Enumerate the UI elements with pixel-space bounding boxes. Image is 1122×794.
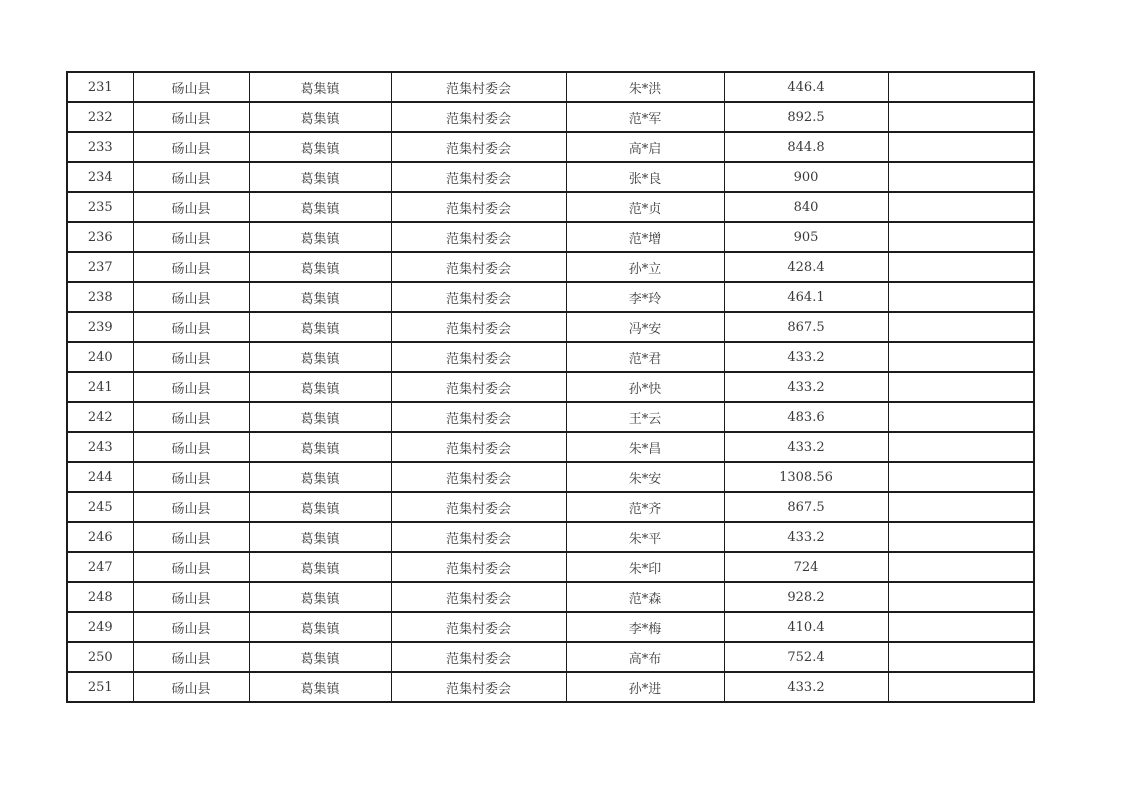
cell-note [888,222,1034,252]
cell-name: 孙*进 [566,672,724,702]
cell-county: 砀山县 [133,72,249,102]
cell-name: 范*贞 [566,192,724,222]
cell-county: 砀山县 [133,432,249,462]
cell-index: 234 [67,162,133,192]
cell-amount: 464.1 [724,282,888,312]
cell-name: 李*梅 [566,612,724,642]
cell-village: 范集村委会 [391,522,566,552]
cell-amount: 428.4 [724,252,888,282]
cell-amount: 905 [724,222,888,252]
cell-note [888,432,1034,462]
cell-index: 251 [67,672,133,702]
cell-index: 236 [67,222,133,252]
cell-town: 葛集镇 [249,72,391,102]
table-row [67,552,1034,582]
table-row [67,582,1034,612]
cell-county: 砀山县 [133,132,249,162]
cell-note [888,522,1034,552]
cell-village: 范集村委会 [391,642,566,672]
cell-town: 葛集镇 [249,252,391,282]
cell-village: 范集村委会 [391,552,566,582]
cell-amount: 433.2 [724,672,888,702]
cell-name: 朱*平 [566,522,724,552]
cell-amount: 433.2 [724,432,888,462]
table-row [67,672,1034,702]
cell-village: 范集村委会 [391,132,566,162]
cell-index: 240 [67,342,133,372]
cell-name: 王*云 [566,402,724,432]
cell-name: 朱*安 [566,462,724,492]
cell-county: 砀山县 [133,192,249,222]
cell-index: 249 [67,612,133,642]
cell-county: 砀山县 [133,462,249,492]
cell-name: 范*齐 [566,492,724,522]
cell-county: 砀山县 [133,372,249,402]
cell-town: 葛集镇 [249,162,391,192]
cell-village: 范集村委会 [391,282,566,312]
cell-amount: 433.2 [724,342,888,372]
subsidy-table [66,71,1035,703]
cell-town: 葛集镇 [249,462,391,492]
cell-name: 朱*印 [566,552,724,582]
cell-amount: 892.5 [724,102,888,132]
cell-note [888,102,1034,132]
cell-town: 葛集镇 [249,582,391,612]
cell-amount: 867.5 [724,312,888,342]
cell-note [888,192,1034,222]
cell-county: 砀山县 [133,672,249,702]
cell-note [888,162,1034,192]
cell-name: 朱*昌 [566,432,724,462]
cell-town: 葛集镇 [249,342,391,372]
cell-amount: 446.4 [724,72,888,102]
table-row [67,72,1034,102]
table-row [67,162,1034,192]
cell-county: 砀山县 [133,162,249,192]
cell-village: 范集村委会 [391,612,566,642]
cell-note [888,252,1034,282]
cell-index: 245 [67,492,133,522]
cell-note [888,672,1034,702]
cell-village: 范集村委会 [391,72,566,102]
cell-note [888,582,1034,612]
cell-village: 范集村委会 [391,312,566,342]
cell-town: 葛集镇 [249,492,391,522]
cell-town: 葛集镇 [249,522,391,552]
cell-village: 范集村委会 [391,432,566,462]
cell-amount: 433.2 [724,522,888,552]
cell-town: 葛集镇 [249,132,391,162]
cell-amount: 1308.56 [724,462,888,492]
cell-name: 高*布 [566,642,724,672]
cell-name: 朱*洪 [566,72,724,102]
cell-town: 葛集镇 [249,432,391,462]
cell-village: 范集村委会 [391,582,566,612]
cell-name: 范*军 [566,102,724,132]
cell-village: 范集村委会 [391,492,566,522]
table-row [67,432,1034,462]
table-row [67,252,1034,282]
cell-county: 砀山县 [133,312,249,342]
cell-index: 241 [67,372,133,402]
cell-index: 247 [67,552,133,582]
cell-amount: 844.8 [724,132,888,162]
cell-name: 孙*立 [566,252,724,282]
cell-village: 范集村委会 [391,342,566,372]
cell-name: 范*增 [566,222,724,252]
cell-note [888,342,1034,372]
cell-town: 葛集镇 [249,402,391,432]
table-row [67,312,1034,342]
table-row [67,342,1034,372]
cell-index: 239 [67,312,133,342]
cell-index: 233 [67,132,133,162]
cell-name: 范*君 [566,342,724,372]
cell-town: 葛集镇 [249,312,391,342]
cell-county: 砀山县 [133,342,249,372]
cell-amount: 410.4 [724,612,888,642]
cell-index: 246 [67,522,133,552]
table-row [67,102,1034,132]
table-row [67,402,1034,432]
cell-county: 砀山县 [133,252,249,282]
cell-town: 葛集镇 [249,372,391,402]
cell-town: 葛集镇 [249,282,391,312]
cell-amount: 724 [724,552,888,582]
cell-amount: 483.6 [724,402,888,432]
cell-county: 砀山县 [133,492,249,522]
cell-county: 砀山县 [133,552,249,582]
cell-amount: 900 [724,162,888,192]
cell-county: 砀山县 [133,402,249,432]
cell-amount: 840 [724,192,888,222]
cell-note [888,282,1034,312]
cell-county: 砀山县 [133,642,249,672]
cell-note [888,552,1034,582]
table-row [67,612,1034,642]
table-row [67,222,1034,252]
cell-village: 范集村委会 [391,252,566,282]
cell-note [888,612,1034,642]
cell-index: 242 [67,402,133,432]
cell-county: 砀山县 [133,612,249,642]
cell-note [888,72,1034,102]
cell-note [888,462,1034,492]
cell-index: 238 [67,282,133,312]
table-row [67,372,1034,402]
cell-name: 孙*快 [566,372,724,402]
cell-village: 范集村委会 [391,462,566,492]
cell-index: 232 [67,102,133,132]
cell-note [888,642,1034,672]
cell-county: 砀山县 [133,522,249,552]
cell-county: 砀山县 [133,282,249,312]
cell-county: 砀山县 [133,102,249,132]
cell-amount: 928.2 [724,582,888,612]
cell-town: 葛集镇 [249,222,391,252]
table-row [67,642,1034,672]
cell-name: 冯*安 [566,312,724,342]
cell-index: 235 [67,192,133,222]
cell-village: 范集村委会 [391,372,566,402]
table-row [67,522,1034,552]
cell-county: 砀山县 [133,582,249,612]
cell-note [888,372,1034,402]
cell-amount: 433.2 [724,372,888,402]
table-body [67,72,1034,702]
cell-note [888,402,1034,432]
cell-town: 葛集镇 [249,612,391,642]
cell-town: 葛集镇 [249,102,391,132]
cell-amount: 867.5 [724,492,888,522]
cell-note [888,132,1034,162]
cell-village: 范集村委会 [391,192,566,222]
cell-village: 范集村委会 [391,162,566,192]
table-row [67,192,1034,222]
table-row [67,492,1034,522]
cell-name: 范*森 [566,582,724,612]
table-row [67,282,1034,312]
cell-index: 237 [67,252,133,282]
cell-index: 248 [67,582,133,612]
cell-note [888,492,1034,522]
cell-village: 范集村委会 [391,222,566,252]
cell-village: 范集村委会 [391,102,566,132]
cell-index: 243 [67,432,133,462]
cell-name: 张*良 [566,162,724,192]
cell-name: 高*启 [566,132,724,162]
cell-amount: 752.4 [724,642,888,672]
cell-name: 李*玲 [566,282,724,312]
cell-town: 葛集镇 [249,192,391,222]
cell-village: 范集村委会 [391,672,566,702]
cell-index: 244 [67,462,133,492]
table-row [67,132,1034,162]
cell-note [888,312,1034,342]
cell-town: 葛集镇 [249,642,391,672]
cell-town: 葛集镇 [249,552,391,582]
cell-town: 葛集镇 [249,672,391,702]
cell-index: 250 [67,642,133,672]
table-row [67,462,1034,492]
cell-county: 砀山县 [133,222,249,252]
cell-village: 范集村委会 [391,402,566,432]
cell-index: 231 [67,72,133,102]
